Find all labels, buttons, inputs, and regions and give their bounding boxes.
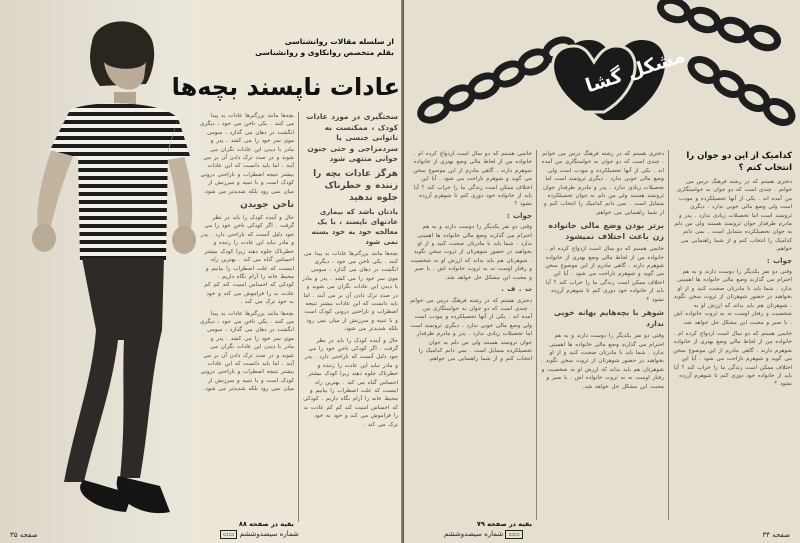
subheading-husband: شوهر با بچه‌هایم بهانه خوبی ندارد [554, 308, 664, 329]
answer-one-body-cont: خانمی هستم که دو سال است ازدواج کرده ام . خانواده من از لحاظ مالی وضع بهتری از خانواده شوهرم دارند . گاهی مادرم از این موضوع سخن می گوید و شوهرم ناراحت می شود . آیا این اختلاف ممکن است زندگی ما را خراب کند ؟ آیا باید از خانواده خود دوری کنم تا شوهرم آزرده نشود ؟ [673, 330, 792, 388]
subheading-nail-biting: ناخن جویدن [240, 200, 294, 211]
magazine-logo: ▭▭ [220, 530, 237, 539]
closing-lead: یادتان باشد که بیماری عادتهای ناپسند ، با یک معالجه خود به خود بسته نمی شود [311, 207, 398, 246]
question-heading: کدامیک از این دو جوان را انتخاب کنم ؟ [686, 151, 792, 173]
sign-off: ت . ف . [501, 285, 532, 294]
continue-note: بقیه در صفحه ۸۸ [238, 520, 294, 528]
right-issue-text: شماره سیصدوششم [444, 530, 504, 538]
letter-column-middle [540, 150, 664, 518]
answer-label-two: جواب : [506, 211, 532, 220]
right-page [404, 0, 800, 543]
series-line-2: بقلم متخصص روانکاوی و روانشناسی [255, 48, 394, 57]
letter-two-intro: دختری هستم که در رشته فرهنگ درس می خوانم . چندی است که دو جوان به خواستگاری من آمده اند . یکی از آنها تحصیلکرده و مودب است ولی وضع مالی خوبی ندارد . دیگری ثروتمند است اما تحصیلات زیادی ندارد . پدر و مادرم طرفدار جوان ثروتمند هستند ولی من دلم به جوان تحصیلکرده متمایل است . نمی دانم کدامیک را انتخاب کنم و از شما راهنمایی می خواهم. [541, 151, 664, 216]
column-left-body: حال و آینده کودک را باید در نظر گرفت . اگر کودکی ناخن خود را می جود دلیل آنست که ناراحتی دارد . پدر و مادر نباید این عادت را زننده و خطرناک جلوه دهند زیرا کودک بیشتر احساس گناه می کند . بهترین راه اینست که علت اضطراب را بیابیم و محیط خانه را آرام نگاه داریم . کودکی که احساس امنیت کند کم کم عادت بد را فراموش می کند و خود به خود ترک می کند . [200, 215, 294, 306]
right-magazine-logo: ▭▭ [505, 530, 522, 539]
right-issue-label [444, 530, 523, 539]
page-number: صفحه ۳۵ [10, 531, 38, 539]
article-column-left [200, 112, 294, 518]
right-page-number: صفحه ۳۴ [762, 531, 790, 539]
article-title: عادات ناپسند بچه‌ها [171, 73, 400, 101]
answer-two-text: وقتی دو نفر یکدیگر را دوست دارند و به هم احترام می گذارند وضع مالی خانواده ها اهمیتی ندارد . شما باید با مادرتان صحبت کنید و از او بخواهید در حضور شوهرتان از ثروت سخن نگوید . شوهرتان هم باید بداند که ارزش او به شخصیت و رفتار اوست نه به ثروت خانواده اش . با صبر و محبت این مشکل حل خواهد شد. [410, 224, 532, 281]
issue-label [220, 530, 299, 539]
subheading-finances: برتر بودن وضع مالی خانواده زن باعث اختلاف نمیشود [548, 221, 664, 242]
column-divider-right [668, 150, 669, 520]
letter-column-right [672, 178, 792, 518]
letter-one-body: دختری هستم که در رشته فرهنگ درس می خوانم . چندی است که دو جوان به خواستگاری من آمده اند . یکی از آنها تحصیلکرده و مودب است ولی وضع مالی خوبی ندارد . دیگری ثروتمند است اما تحصیلات زیادی ندارد . پدر و مادرم طرفدار جوان ثروتمند هستند ولی من دلم به جوان تحصیلکرده متمایل است . نمی دانم کدامیک را انتخاب کنم و از شما راهنمایی می خواهم. [674, 179, 792, 253]
series-line-1: از سلسله مقالات روانشناسی [284, 37, 394, 46]
letter-two-body: خانمی هستم که دو سال است ازدواج کرده ام . خانواده من از لحاظ مالی وضع بهتری از خانواده شوهرم دارند . گاهی مادرم از این موضوع سخن می گوید و شوهرم ناراحت می شود . آیا این اختلاف ممکن است زندگی ما را خراب کند ؟ آیا باید از خانواده خود دوری کنم تا شوهرم آزرده نشود ؟ [545, 246, 664, 303]
letter-column-left [410, 150, 532, 518]
answer-three-text: دختری هستم که در رشته فرهنگ درس می خوانم . چندی است که دو جوان به خواستگاری من آمده اند . یکی از آنها تحصیلکرده و مودب است ولی وضع مالی خوبی ندارد . دیگری ثروتمند است اما تحصیلات زیادی ندارد . پدر و مادرم طرفدار جوان ثروتمند هستند ولی من دلم به جوان تحصیلکرده متمایل است . نمی دانم کدامیک را انتخاب کنم و از شما راهنمایی می خواهم. [410, 297, 532, 363]
highlight-text: هرگز عادات بچه را زننده و خطرناک جلوه ندهید [313, 168, 398, 203]
column-divider [298, 112, 299, 522]
article-column-right [302, 112, 398, 522]
column-divider-left [536, 150, 537, 520]
column-right-body: بچه‌ها مانند بزرگترها عادات بد پیدا می کنند . یکی ناخن می جود ، دیگری انگشت در دهان می گذارد ، سومی موی سر خود را می کشد . پدر و مادر با دیدن این عادات نگران می شوند و در صدد ترک دادن آن بر می آیند . اما باید دانست که این عادات بیشتر نتیجه اضطراب و ناراحتی درونی کودک است و با تنبیه و سرزنش از میان نمی رود بلکه شدیدتر می شود. [302, 250, 398, 333]
column-left-body-cont: بچه‌ها مانند بزرگترها عادات بد پیدا می کنند . یکی ناخن می جود ، دیگری انگشت در دهان می گذارد ، سومی موی سر خود را می کشد . پدر و مادر با دیدن این عادات نگران می شوند و در صدد ترک دادن آن بر می آیند . اما باید دانست که این عادات بیشتر نتیجه اضطراب و ناراحتی درونی کودک است و با تنبیه و سرزنش از میان نمی رود بلکه شدیدتر می شود. [200, 310, 294, 393]
answer-label-one: جواب : [766, 256, 792, 265]
answer-one-body: وقتی دو نفر یکدیگر را دوست دارند و به هم احترام می گذارند وضع مالی خانواده ها اهمیتی ندارد . شما باید با مادرتان صحبت کنید و از او بخواهید در حضور شوهرتان از ثروت سخن نگوید . شوهرتان هم باید بداند که ارزش او به شخصیت و رفتار اوست نه به ثروت خانواده اش . با صبر و محبت این مشکل حل خواهد شد. [673, 269, 792, 326]
right-continue-note: بقیه در صفحه ۷۹ [476, 520, 532, 528]
column-right-body-cont: حال و آینده کودک را باید در نظر گرفت . اگر کودکی ناخن خود را می جود دلیل آنست که ناراحتی دارد . پدر و مادر نباید این عادت را زننده و خطرناک جلوه دهند زیرا کودک بیشتر احساس گناه می کند . بهترین راه اینست که علت اضطراب را بیابیم و محیط خانه را آرام نگاه داریم . کودکی که احساس امنیت کند کم کم عادت بد را فراموش می کند و خود به خود ترک می کند . [303, 337, 398, 428]
series-credit [206, 36, 394, 58]
issue-text: شماره سیصدوششم [239, 530, 299, 538]
letter-three-body: وقتی دو نفر یکدیگر را دوست دارند و به هم احترام می گذارند وضع مالی خانواده ها اهمیتی ندارد . شما باید با مادرتان صحبت کنید و از او بخواهید در حضور شوهرتان از ثروت سخن نگوید . شوهرتان هم باید بداند که ارزش او به شخصیت و رفتار اوست نه به ثروت خانواده اش . با صبر و محبت این مشکل حل خواهد شد. [541, 333, 664, 390]
column-left-intro: بچه‌ها مانند بزرگترها عادات بد پیدا می کنند . یکی ناخن می جود ، دیگری انگشت در دهان می گذارد ، سومی موی سر خود را می کشد . پدر و مادر با دیدن این عادات نگران می شوند و در صدد ترک دادن آن بر می آیند . اما باید دانست که این عادات بیشتر نتیجه اضطراب و ناراحتی درونی کودک است و با تنبیه و سرزنش از میان نمی رود بلکه شدیدتر می شود. [200, 113, 294, 195]
banner-title: مشکل گشا [582, 44, 688, 98]
answer-two-body: خانمی هستم که دو سال است ازدواج کرده ام . خانواده من از لحاظ مالی وضع بهتری از خانواده شوهرم دارند . گاهی مادرم از این موضوع سخن می گوید و شوهرم ناراحت می شود . آیا این اختلاف ممکن است زندگی ما را خراب کند ؟ آیا باید از خانواده خود دوری کنم تا شوهرم آزرده نشود ؟ [413, 151, 532, 208]
intro-lead: سختگیری در مورد عادات کودک ، ممکنست به ناتوانی جنسی یا سردمزاجی و حتی جنون جوانی منتهی شود [306, 112, 398, 163]
